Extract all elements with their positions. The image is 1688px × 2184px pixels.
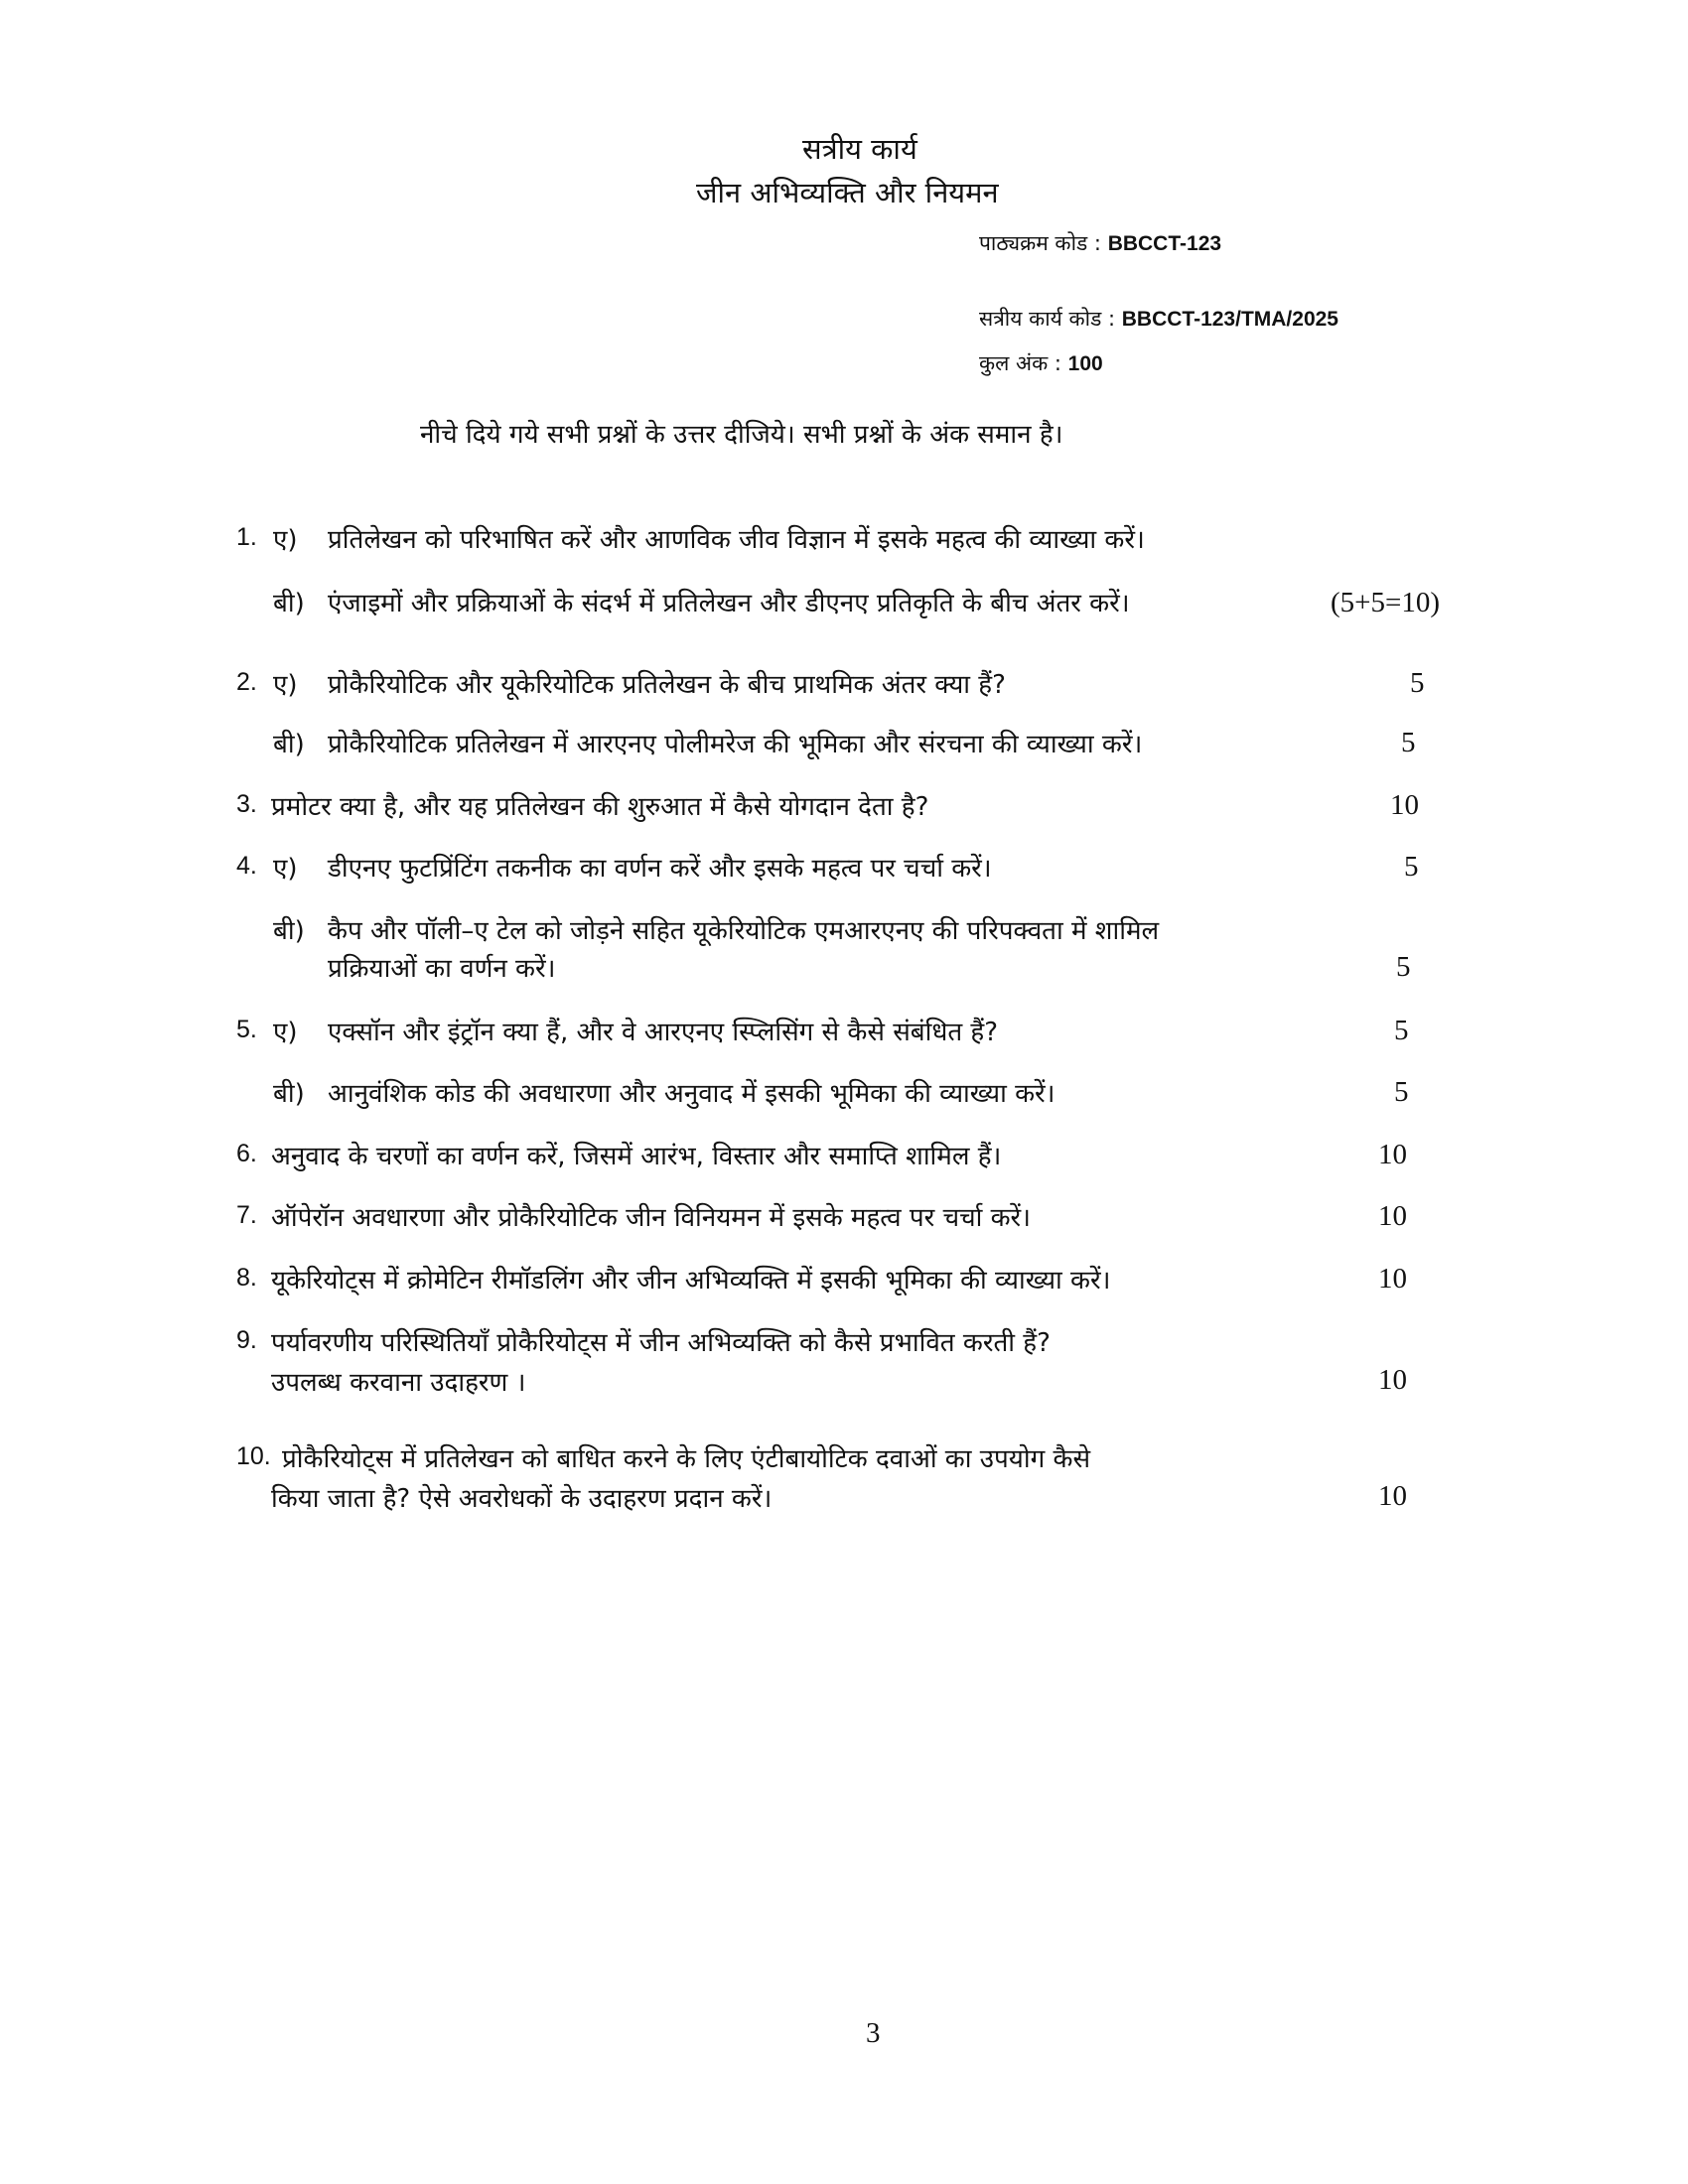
- sub-question-label: ए): [273, 854, 298, 884]
- sub-question-label: ए): [273, 1018, 298, 1047]
- question-marks: 5: [1396, 951, 1411, 983]
- question-marks: 10: [1378, 1139, 1407, 1170]
- question-text: यूकेरियोट्स में क्रोमेटिन रीमॉडलिंग और जीन अभिव्यक्ति में इसकी भूमिका की व्याख्या करें।: [271, 1266, 1111, 1296]
- question-marks: 10: [1378, 1480, 1407, 1512]
- question-text: पर्यावरणीय परिस्थितियाँ प्रोकैरियोट्स में जीन अभिव्यक्ति को कैसे प्रभावित करती हैं?: [271, 1328, 1051, 1358]
- question-text: आनुवंशिक कोड की अवधारणा और अनुवाद में इसकी भूमिका की व्याख्या करें।: [328, 1079, 1055, 1109]
- question-number: 3.: [236, 790, 257, 818]
- total-marks-value: 100: [1067, 352, 1103, 375]
- course-code-label: पाठ्यक्रम कोड :: [979, 231, 1101, 255]
- question-marks: 5: [1404, 851, 1419, 883]
- question-marks: 5: [1401, 727, 1416, 758]
- question-text-continued: किया जाता है? ऐसे अवरोधकों के उदाहरण प्रदान करें।: [271, 1484, 773, 1514]
- question-number: 5.: [236, 1016, 257, 1043]
- question-number: 1.: [236, 523, 257, 551]
- sub-question-label: बी): [273, 916, 305, 946]
- question-number: 7.: [236, 1201, 257, 1229]
- assignment-code-value: BBCCT-123/TMA/2025: [1121, 308, 1338, 331]
- instruction: नीचे दिये गये सभी प्रश्नों के उत्तर दीजिये। सभी प्रश्नों के अंक समान है।: [420, 420, 1063, 450]
- total-marks-line: [979, 349, 1103, 377]
- question-text: ऑपेरॉन अवधारणा और प्रोकैरियोटिक जीन विनियमन में इसके महत्व पर चर्चा करें।: [271, 1203, 1032, 1233]
- course-code-line: [979, 229, 1221, 257]
- question-text: कैप और पॉली–ए टेल को जोड़ने सहित यूकेरियोटिक एमआरएनए की परिपक्वता में शामिल: [328, 916, 1160, 946]
- question-number: 4.: [236, 852, 257, 880]
- question-text: प्रतिलेखन को परिभाषित करें और आणविक जीव विज्ञान में इसके महत्व की व्याख्या करें।: [328, 525, 1145, 555]
- question-marks: 5: [1410, 667, 1425, 699]
- document-subtitle: जीन अभिव्यक्ति और नियमन: [696, 176, 999, 209]
- question-marks: 10: [1378, 1200, 1407, 1232]
- question-marks: 10: [1390, 789, 1419, 821]
- question-marks: 10: [1378, 1364, 1407, 1396]
- sub-question-label: बी): [273, 589, 305, 618]
- sub-question-label: बी): [273, 1079, 305, 1109]
- question-marks: 5: [1394, 1015, 1409, 1046]
- question-text-continued: उपलब्ध करवाना उदाहरण ।: [271, 1368, 526, 1398]
- question-text: प्रोकैरियोट्स में प्रतिलेखन को बाधित करने के लिए एंटीबायोटिक दवाओं का उपयोग कैसे: [282, 1444, 1091, 1474]
- question-text: अनुवाद के चरणों का वर्णन करें, जिसमें आरंभ, विस्तार और समाप्ति शामिल हैं।: [271, 1142, 1002, 1171]
- question-text: प्रोकैरियोटिक प्रतिलेखन में आरएनए पोलीमरेज की भूमिका और संरचना की व्याख्या करें।: [328, 730, 1143, 759]
- question-text: प्रमोटर क्या है, और यह प्रतिलेखन की शुरुआत में कैसे योगदान देता है?: [271, 792, 929, 822]
- question-marks: (5+5=10): [1331, 587, 1441, 618]
- question-text: एंजाइमों और प्रक्रियाओं के संदर्भ में प्रतिलेखन और डीएनए प्रतिकृति के बीच अंतर करें।: [328, 589, 1130, 618]
- sub-question-label: बी): [273, 730, 305, 759]
- question-number: 8.: [236, 1264, 257, 1292]
- total-marks-label: कुल अंक :: [979, 351, 1061, 375]
- question-number: 6.: [236, 1140, 257, 1167]
- question-text: प्रोकैरियोटिक और यूकेरियोटिक प्रतिलेखन के बीच प्राथमिक अंतर क्या हैं?: [328, 670, 1006, 700]
- document-title: सत्रीय कार्य: [802, 132, 917, 166]
- sub-question-label: ए): [273, 670, 298, 700]
- sub-question-label: ए): [273, 525, 298, 555]
- question-marks: 10: [1378, 1263, 1407, 1295]
- question-marks: 5: [1394, 1076, 1409, 1108]
- assignment-code-line: [979, 305, 1338, 333]
- question-number: 2.: [236, 668, 257, 696]
- course-code-value: BBCCT-123: [1107, 232, 1222, 255]
- question-text: एक्सॉन और इंट्रॉन क्या हैं, और वे आरएनए स्प्लिसिंग से कैसे संबंधित हैं?: [328, 1018, 999, 1047]
- question-text-continued: प्रक्रियाओं का वर्णन करें।: [328, 954, 556, 984]
- question-number: 10.: [236, 1442, 271, 1470]
- page-number: 3: [866, 2017, 881, 2049]
- question-number: 9.: [236, 1326, 257, 1354]
- question-text: डीएनए फुटप्रिंटिंग तकनीक का वर्णन करें और इसके महत्व पर चर्चा करें।: [328, 854, 992, 884]
- assignment-code-label: सत्रीय कार्य कोड :: [979, 307, 1116, 331]
